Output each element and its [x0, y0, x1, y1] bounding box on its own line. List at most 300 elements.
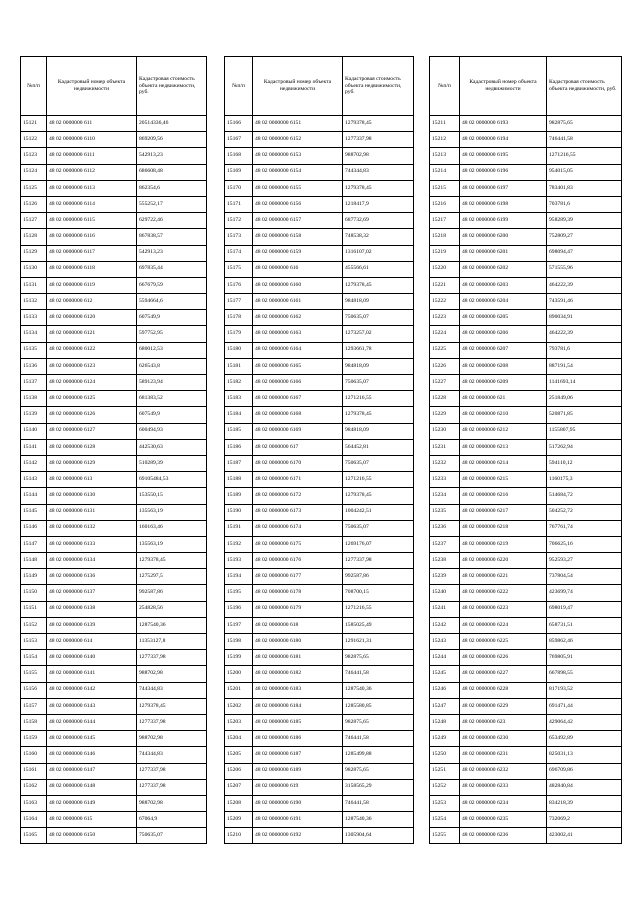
cadastral-number: 48 02 0000000 6206: [460, 326, 547, 342]
table-header-row: [21, 57, 207, 116]
cadastral-value: 1277337,98: [343, 553, 414, 569]
table-row: [430, 553, 622, 569]
row-number: 15181: [225, 358, 253, 374]
table-row: [225, 132, 414, 148]
cadastral-value: 737804,54: [547, 569, 622, 585]
table-row: [430, 342, 622, 358]
cadastral-value: 862354,6: [137, 180, 207, 196]
cadastral-number: 48 02 0000000 6227: [460, 666, 547, 682]
table-row: [225, 213, 414, 229]
table-row: [21, 634, 207, 650]
table-row: [430, 455, 622, 471]
table-row: [21, 245, 207, 261]
cadastral-number: 48 02 0000000 6195: [460, 148, 547, 164]
cadastral-value: 504252,72: [547, 504, 622, 520]
table-row: [430, 472, 622, 488]
table-row: [225, 277, 414, 293]
cadastral-value: 869209,56: [137, 132, 207, 148]
table-row: [225, 731, 414, 747]
table-row: [21, 666, 207, 682]
row-number: 15166: [225, 116, 253, 132]
cadastral-value: 1279378,45: [343, 277, 414, 293]
row-number: 15250: [430, 747, 460, 763]
row-number: 15234: [430, 488, 460, 504]
row-number: 15132: [21, 294, 47, 310]
row-number: 15210: [225, 828, 253, 844]
table-row: [21, 310, 207, 326]
table-row: [21, 617, 207, 633]
cadastral-value: 1305904,64: [343, 828, 414, 844]
table-row: [225, 148, 414, 164]
cadastral-value: 3158565,29: [343, 779, 414, 795]
row-number: 15126: [21, 196, 47, 212]
header-cadastral-number: Кадастровый номер объекта недвижимости: [460, 57, 547, 116]
table-row: [225, 488, 414, 504]
row-number: 15148: [21, 553, 47, 569]
cadastral-number: 48 02 0000000 6146: [47, 747, 137, 763]
table-row: [21, 569, 207, 585]
cadastral-value: 958289,39: [547, 213, 622, 229]
row-number: 15135: [21, 342, 47, 358]
cadastral-value: 1155807,95: [547, 423, 622, 439]
row-number: 15182: [225, 375, 253, 391]
cadastral-value: 825031,13: [547, 747, 622, 763]
cadastral-number: 48 02 0000000 6164: [253, 342, 343, 358]
row-number: 15124: [21, 164, 47, 180]
row-number: 15171: [225, 196, 253, 212]
cadastral-value: 708700,15: [343, 585, 414, 601]
cadastral-number: 48 02 0000000 6177: [253, 569, 343, 585]
cadastral-number: 48 02 0000000 6220: [460, 553, 547, 569]
table-row: [225, 245, 414, 261]
table-row: [21, 407, 207, 423]
cadastral-number: 48 02 0000000 6133: [47, 536, 137, 552]
cadastral-number: 48 02 0000000 6123: [47, 358, 137, 374]
cadastral-number: 48 02 0000000 6191: [253, 812, 343, 828]
cadastral-number: 48 02 0000000 6207: [460, 342, 547, 358]
cadastral-value: 135563,19: [137, 504, 207, 520]
row-number: 15138: [21, 391, 47, 407]
row-number: 15196: [225, 601, 253, 617]
row-number: 15184: [225, 407, 253, 423]
cadastral-number: 48 02 0000000 6199: [460, 213, 547, 229]
cadastral-value: 1285499,88: [343, 747, 414, 763]
cadastral-value: 254828,56: [137, 601, 207, 617]
cadastral-number: 48 02 0000000 6166: [253, 375, 343, 391]
table-row: [225, 423, 414, 439]
table-row: [21, 358, 207, 374]
row-number: 15217: [430, 213, 460, 229]
row-number: 15226: [430, 358, 460, 374]
cadastral-number: 48 02 0000000 6204: [460, 294, 547, 310]
cadastral-number: 48 02 0000000 6137: [47, 585, 137, 601]
cadastral-number: 48 02 0000000 617: [253, 439, 343, 455]
cadastral-value: 744344,83: [137, 682, 207, 698]
cadastral-number: 48 02 0000000 6153: [253, 148, 343, 164]
cadastral-number: 48 02 0000000 6163: [253, 326, 343, 342]
cadastral-number: 48 02 0000000 6175: [253, 536, 343, 552]
cadastral-value: 743591,46: [547, 294, 622, 310]
cadastral-number: 48 02 0000000 6213: [460, 439, 547, 455]
table-row: [21, 828, 207, 844]
row-number: 15243: [430, 634, 460, 650]
cadastral-number: 48 02 0000000 6120: [47, 310, 137, 326]
table-row: [225, 326, 414, 342]
table-row: [225, 812, 414, 828]
table-row: [21, 812, 207, 828]
cadastral-number: 48 02 0000000 6182: [253, 666, 343, 682]
row-number: 15254: [430, 812, 460, 828]
row-number: 15174: [225, 245, 253, 261]
row-number: 15205: [225, 747, 253, 763]
table-row: [225, 294, 414, 310]
cadastral-value: 982875,65: [547, 116, 622, 132]
row-number: 15179: [225, 326, 253, 342]
cadastral-number: 48 02 0000000 613: [47, 472, 137, 488]
table-row: [430, 116, 622, 132]
table-row: [430, 261, 622, 277]
cadastral-number: 48 02 0000000 6233: [460, 779, 547, 795]
row-number: 15249: [430, 731, 460, 747]
table-row: [430, 164, 622, 180]
row-number: 15241: [430, 601, 460, 617]
cadastral-value: 982875,65: [343, 714, 414, 730]
cadastral-number: 48 02 0000000 623: [460, 714, 547, 730]
cadastral-number: 48 02 0000000 6221: [460, 569, 547, 585]
row-number: 15242: [430, 617, 460, 633]
row-number: 15159: [21, 731, 47, 747]
row-number: 15228: [430, 391, 460, 407]
row-number: 15204: [225, 731, 253, 747]
table-row: [430, 731, 622, 747]
cadastral-number: 48 02 0000000 6181: [253, 650, 343, 666]
cadastral-number: 48 02 0000000 6162: [253, 310, 343, 326]
cadastral-value: 982875,65: [343, 763, 414, 779]
table-row: [225, 229, 414, 245]
cadastral-number: 48 02 0000000 6134: [47, 553, 137, 569]
table-row: [21, 795, 207, 811]
cadastral-value: 455566,61: [343, 261, 414, 277]
cadastral-value: 510289,39: [137, 455, 207, 471]
table-row: [225, 391, 414, 407]
cadastral-number: 48 02 0000000 6218: [460, 520, 547, 536]
cadastral-value: 750635,07: [343, 310, 414, 326]
cadastral-number: 48 02 0000000 6234: [460, 795, 547, 811]
cadastral-number: 48 02 0000000 6128: [47, 439, 137, 455]
cadastral-number: 48 02 0000000 6151: [253, 116, 343, 132]
cadastral-value: 1273257,02: [343, 326, 414, 342]
cadastral-number: 48 02 0000000 6203: [460, 277, 547, 293]
cadastral-value: 1269176,07: [343, 536, 414, 552]
table-row: [430, 180, 622, 196]
row-number: 15151: [21, 601, 47, 617]
table-row: [430, 617, 622, 633]
row-number: 15131: [21, 277, 47, 293]
table-row: [430, 682, 622, 698]
cadastral-value: 423002,41: [547, 828, 622, 844]
row-number: 15187: [225, 455, 253, 471]
cadastral-number: 48 02 0000000 6112: [47, 164, 137, 180]
row-number: 15172: [225, 213, 253, 229]
row-number: 15215: [430, 180, 460, 196]
row-number: 15211: [430, 116, 460, 132]
table-row: [225, 714, 414, 730]
table-header-row: [430, 57, 622, 116]
row-number: 15240: [430, 585, 460, 601]
row-number: 15219: [430, 245, 460, 261]
table-row: [225, 569, 414, 585]
row-number: 15186: [225, 439, 253, 455]
table-row: [430, 779, 622, 795]
row-number: 15199: [225, 650, 253, 666]
table-row: [430, 763, 622, 779]
table-row: [225, 358, 414, 374]
cadastral-number: 48 02 0000000 6142: [47, 682, 137, 698]
table-row: [21, 536, 207, 552]
cadastral-number: 48 02 0000000 6169: [253, 423, 343, 439]
row-number: 15128: [21, 229, 47, 245]
row-number: 15188: [225, 472, 253, 488]
row-number: 15122: [21, 132, 47, 148]
table-row: [430, 391, 622, 407]
cadastral-value: 1141693,14: [547, 375, 622, 391]
row-number: 15140: [21, 423, 47, 439]
table-header-row: [225, 57, 414, 116]
table-row: [21, 213, 207, 229]
cadastral-number: 48 02 0000000 6156: [253, 196, 343, 212]
cadastral-number: 48 02 0000000 619: [253, 779, 343, 795]
cadastral-number: 48 02 0000000 6180: [253, 634, 343, 650]
cadastral-value: 984818,09: [343, 423, 414, 439]
cadastral-value: 687732,69: [343, 213, 414, 229]
cadastral-value: 686608,48: [137, 164, 207, 180]
cadastral-value: 750635,07: [343, 375, 414, 391]
row-number: 15129: [21, 245, 47, 261]
row-number: 15223: [430, 310, 460, 326]
cadastral-value: 680012,53: [137, 342, 207, 358]
row-number: 15255: [430, 828, 460, 844]
cadastral-number: 48 02 0000000 6155: [253, 180, 343, 196]
cadastral-value: 442530,63: [137, 439, 207, 455]
cadastral-number: 48 02 0000000 6111: [47, 148, 137, 164]
cadastral-number: 48 02 0000000 6168: [253, 407, 343, 423]
cadastral-number: 48 02 0000000 6187: [253, 747, 343, 763]
cadastral-number: 48 02 0000000 6228: [460, 682, 547, 698]
cadastral-number: 48 02 0000000 6236: [460, 828, 547, 844]
row-number: 15141: [21, 439, 47, 455]
table-row: [225, 504, 414, 520]
cadastral-value: 135563,19: [137, 536, 207, 552]
cadastral-number: 48 02 0000000 6110: [47, 132, 137, 148]
cadastral-number: 48 02 0000000 6198: [460, 196, 547, 212]
cadastral-number: 48 02 0000000 6115: [47, 213, 137, 229]
row-number: 15246: [430, 682, 460, 698]
table-row: [21, 164, 207, 180]
cadastral-number: 48 02 0000000 6127: [47, 423, 137, 439]
cadastral-value: 1316107,02: [343, 245, 414, 261]
cadastral-number: 48 02 0000000 621: [460, 391, 547, 407]
table-row: [225, 180, 414, 196]
row-number: 15208: [225, 795, 253, 811]
table-row: [430, 310, 622, 326]
table-row: [430, 423, 622, 439]
table-row: [21, 731, 207, 747]
row-number: 15161: [21, 763, 47, 779]
cadastral-number: 48 02 0000000 6185: [253, 714, 343, 730]
table-row: [21, 261, 207, 277]
table-row: [225, 634, 414, 650]
cadastral-value: 890034,91: [547, 310, 622, 326]
cadastral-number: 48 02 0000000 6193: [460, 116, 547, 132]
row-number: 15130: [21, 261, 47, 277]
row-number: 15209: [225, 812, 253, 828]
cadastral-value: 607549,9: [137, 407, 207, 423]
row-number: 15163: [21, 795, 47, 811]
cadastral-number: 48 02 0000000 6230: [460, 731, 547, 747]
row-number: 15244: [430, 650, 460, 666]
table-row: [430, 245, 622, 261]
cadastral-value: 767761,74: [547, 520, 622, 536]
row-number: 15178: [225, 310, 253, 326]
table-row: [430, 148, 622, 164]
cadastral-value: 746441,58: [343, 795, 414, 811]
table-row: [430, 196, 622, 212]
row-number: 15125: [21, 180, 47, 196]
cadastral-number: 48 02 0000000 6116: [47, 229, 137, 245]
row-number: 15137: [21, 375, 47, 391]
cadastral-value: 1271216,55: [547, 148, 622, 164]
row-number: 15144: [21, 488, 47, 504]
cadastral-value: 423699,74: [547, 585, 622, 601]
row-number: 15216: [430, 196, 460, 212]
cadastral-value: 607549,9: [137, 310, 207, 326]
cadastral-number: 48 02 0000000 6172: [253, 488, 343, 504]
row-number: 15213: [430, 148, 460, 164]
cadastral-value: 482840,84: [547, 779, 622, 795]
cadastral-value: 69105484,53: [137, 472, 207, 488]
cadastral-number: 48 02 0000000 6145: [47, 731, 137, 747]
row-number: 15183: [225, 391, 253, 407]
cadastral-number: 48 02 0000000 6113: [47, 180, 137, 196]
table-row: [21, 342, 207, 358]
table-row: [225, 601, 414, 617]
cadastral-number: 48 02 0000000 6194: [460, 132, 547, 148]
cadastral-table-3: [429, 56, 622, 844]
row-number: 15239: [430, 569, 460, 585]
cadastral-number: 48 02 0000000 6225: [460, 634, 547, 650]
row-number: 15253: [430, 795, 460, 811]
table-row: [21, 455, 207, 471]
cadastral-value: 698019,47: [547, 601, 622, 617]
table-row: [21, 472, 207, 488]
cadastral-number: 48 02 0000000 618: [253, 617, 343, 633]
row-number: 15220: [430, 261, 460, 277]
table-row: [21, 180, 207, 196]
row-number: 15146: [21, 520, 47, 536]
cadastral-number: 48 02 0000000 6216: [460, 488, 547, 504]
table-row: [225, 342, 414, 358]
table-row: [21, 650, 207, 666]
table-row: [21, 601, 207, 617]
cadastral-number: 48 02 0000000 6214: [460, 455, 547, 471]
cadastral-number: 48 02 0000000 6119: [47, 277, 137, 293]
table-row: [225, 585, 414, 601]
row-number: 15238: [430, 553, 460, 569]
cadastral-value: 703781,6: [547, 196, 622, 212]
cadastral-value: 153550,15: [137, 488, 207, 504]
row-number: 15185: [225, 423, 253, 439]
row-number: 15245: [430, 666, 460, 682]
cadastral-number: 48 02 0000000 6160: [253, 277, 343, 293]
row-number: 15195: [225, 585, 253, 601]
cadastral-value: 626543,8: [137, 358, 207, 374]
table-row: [430, 666, 622, 682]
cadastral-number: 48 02 0000000 6165: [253, 358, 343, 374]
cadastral-value: 1277337,98: [137, 714, 207, 730]
row-number: 15168: [225, 148, 253, 164]
table-row: [430, 229, 622, 245]
row-number: 15170: [225, 180, 253, 196]
row-number: 15236: [430, 520, 460, 536]
table-row: [21, 391, 207, 407]
cadastral-number: 48 02 0000000 6190: [253, 795, 343, 811]
row-number: 15235: [430, 504, 460, 520]
row-number: 15231: [430, 439, 460, 455]
cadastral-value: 629722,46: [137, 213, 207, 229]
row-number: 15192: [225, 536, 253, 552]
cadastral-number: 48 02 0000000 6186: [253, 731, 343, 747]
table-row: [430, 698, 622, 714]
cadastral-value: 555252,17: [137, 196, 207, 212]
table-row: [21, 326, 207, 342]
table-row: [21, 585, 207, 601]
cadastral-value: 1279378,45: [343, 180, 414, 196]
cadastral-number: 48 02 0000000 6121: [47, 326, 137, 342]
cadastral-number: 48 02 0000000 614: [47, 634, 137, 650]
row-number: 15207: [225, 779, 253, 795]
cadastral-value: 746441,58: [343, 666, 414, 682]
cadastral-value: 887191,54: [547, 358, 622, 374]
cadastral-value: 1277337,98: [343, 132, 414, 148]
cadastral-number: 48 02 0000000 6141: [47, 666, 137, 682]
row-number: 15232: [430, 455, 460, 471]
cadastral-value: 1277337,98: [137, 650, 207, 666]
table-row: [21, 698, 207, 714]
cadastral-value: 1287540,36: [343, 682, 414, 698]
cadastral-value: 732069,2: [547, 812, 622, 828]
table-row: [430, 277, 622, 293]
cadastral-number: 48 02 0000000 6173: [253, 504, 343, 520]
table-row: [225, 698, 414, 714]
table-row: [430, 488, 622, 504]
cadastral-number: 48 02 0000000 6154: [253, 164, 343, 180]
table-row: [225, 666, 414, 682]
cadastral-value: 1279378,45: [137, 553, 207, 569]
cadastral-value: 752809,27: [547, 229, 622, 245]
header-number: №п/п: [21, 57, 47, 116]
cadastral-number: 48 02 0000000 6148: [47, 779, 137, 795]
table-row: [430, 585, 622, 601]
table-row: [225, 553, 414, 569]
header-cadastral-value: Кадастровая стоимость объекта недвижимости, руб.: [137, 57, 207, 116]
row-number: 15136: [21, 358, 47, 374]
cadastral-number: 48 02 0000000 6167: [253, 391, 343, 407]
row-number: 15147: [21, 536, 47, 552]
cadastral-value: 1271216,55: [343, 601, 414, 617]
cadastral-number: 48 02 0000000 6232: [460, 763, 547, 779]
cadastral-value: 750635,07: [137, 828, 207, 844]
cadastral-table-1: [20, 56, 207, 844]
